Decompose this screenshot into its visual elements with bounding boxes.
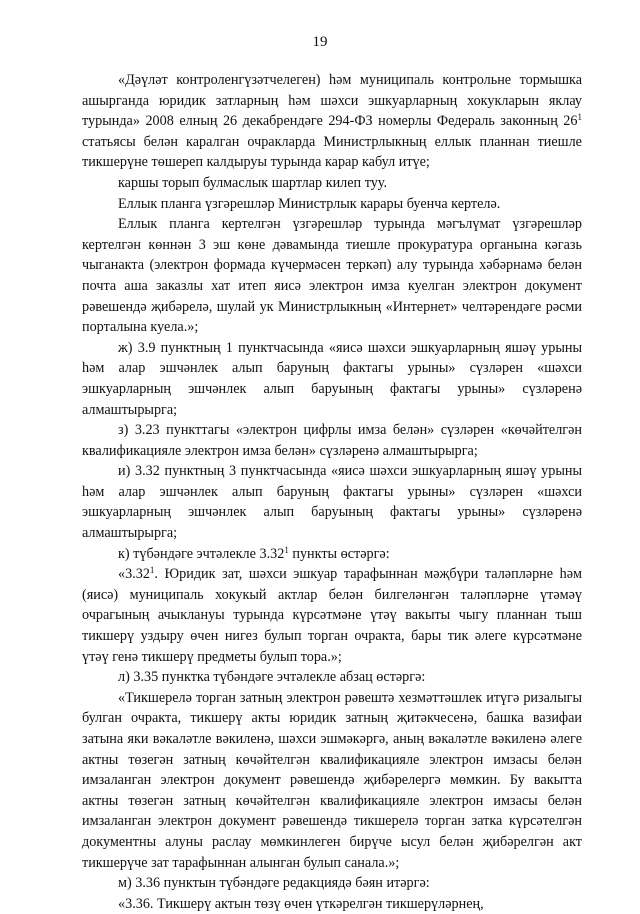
paragraph-law-reference: «Дәүләт контроленгүзәтчелеген) һәм муниципаль контрольне тормышка ашырганда юридик затларның һәм шәхси эшкуарларның хокукларын яклау турында» 2008 елның 26 декабрендәге 294-ФЗ номерлы Федераль законның $26^1$ статьясы белән каралган очракларда Министрлыкның еллык планнан тиешле тикшерүне төшереп калдыруы турында карар кабул итүе;: [82, 72, 582, 171]
paragraph-quote: «Тикшерелә торган затның электрон рәвештә хезмәттәшлек итүгә ризалыгы булган очракта, тикшерү акты юридик затның җитәкчесенә, башка вазифаи затына яки вәкаләтле вәкиленә, шәхси эшмәкәргә, аның вәкаләтле вәкиленә әлеге актны төзегән затның көчәйтелгән квалификацияле электрон имзасы белән имзаланган электрон документ рәвешендә җибәрелергә мөмкин. Бу вакытта актны төзегән затның көчәйтелгән квалификацияле электрон имзасы белән имзаланган электрон документ рәвешендә тикшерелә торган затка күрсәтелгән документны алуны раслау мөмкинлеген бирүче ысул белән җибәрелгән акт тикшерүче зат тарафыннан алынган булып санала.»;: [82, 689, 582, 871]
paragraph-item-z: з) 3.23 пункттагы «электрон цифрлы имза белән» сүзләрен «көчәйтелгән квалификацияле электрон имза белән» сүзләренә алмаштырырга;: [82, 422, 582, 459]
page-number: 19: [312, 34, 328, 50]
paragraph: каршы торып булмаслык шартлар килеп туу.: [118, 174, 388, 191]
paragraph-item-k: к) түбәндәге эчтәлекле 3.32$^1$ пункты өстәргә:: [118, 544, 390, 562]
paragraph-item-i: и) 3.32 пунктның 3 пунктчасында «яисә шәхси эшкуарларның яшәү урыны һәм алар эшчәнлек алып баруның фактагы урыны» сүзләрен «шәхси эшкуарларның эшчәнлек алып баруының фактагы урыны» сүзләренә алмаштырырга;: [82, 463, 582, 542]
paragraph-clause-3-36: «3.36. Тикшерү актын төзү өчен үткәрелгән тикшерүләрнең,: [118, 895, 484, 912]
paragraph-item-m: м) 3.36 пунктын түбәндәге редакциядә бәян итәргә:: [118, 875, 430, 892]
paragraph: Еллык планга кертелгән үзгәрешләр турында мәгълүмат үзгәрешләр кертелгән көннән 3 эш көне дәвамында тиешле прокуратура органына кәгазь чыганакта (электрон формада күчермәсен теркәп) алу турында хәбәрнамә белән почта аша заказлы хат итеп яисә электрон имза куелган электрон документ рәвешендә җибәрелә, шулай ук Министрлыкның «Интернет» челтәрендәге рәсми порталына куела.»;: [82, 216, 582, 336]
paragraph-item-l: л) 3.35 пунктка түбәндәге эчтәлекле абзац өстәргә:: [118, 669, 426, 686]
document-body: [82, 70, 582, 914]
paragraph-clause-3-32-1: «3.32$^1$. Юридик зат, шәхси эшкуар тарафыннан мәҗбүри таләпләрне һәм (яисә) муниципаль хокукый актлар белән билгеләнгән таләпләрне үтәмәү очрагының ачыклануы турында күрсәтмәне үтәү вакыты чыгу планнан тыш тикшерү уздыру өчен нигез булып торган очракта, бары тик әлеге күрсәтмәне үтәү генә тикшерү предметы булып тора.»;: [82, 565, 582, 665]
paragraph-item-zh: ж) 3.9 пунктның 1 пунктчасында «яисә шәхси эшкуарларның яшәү урыны һәм алар эшчәнлек алып баруның фактагы урыны» сүзләрен «шәхси эшкуарларның эшчәнлек алып баруының фактагы урыны» сүзләренә алмаштырырга;: [82, 339, 582, 418]
paragraph: Еллык планга үзгәрешләр Министрлык карары буенча кертелә.: [118, 195, 501, 212]
